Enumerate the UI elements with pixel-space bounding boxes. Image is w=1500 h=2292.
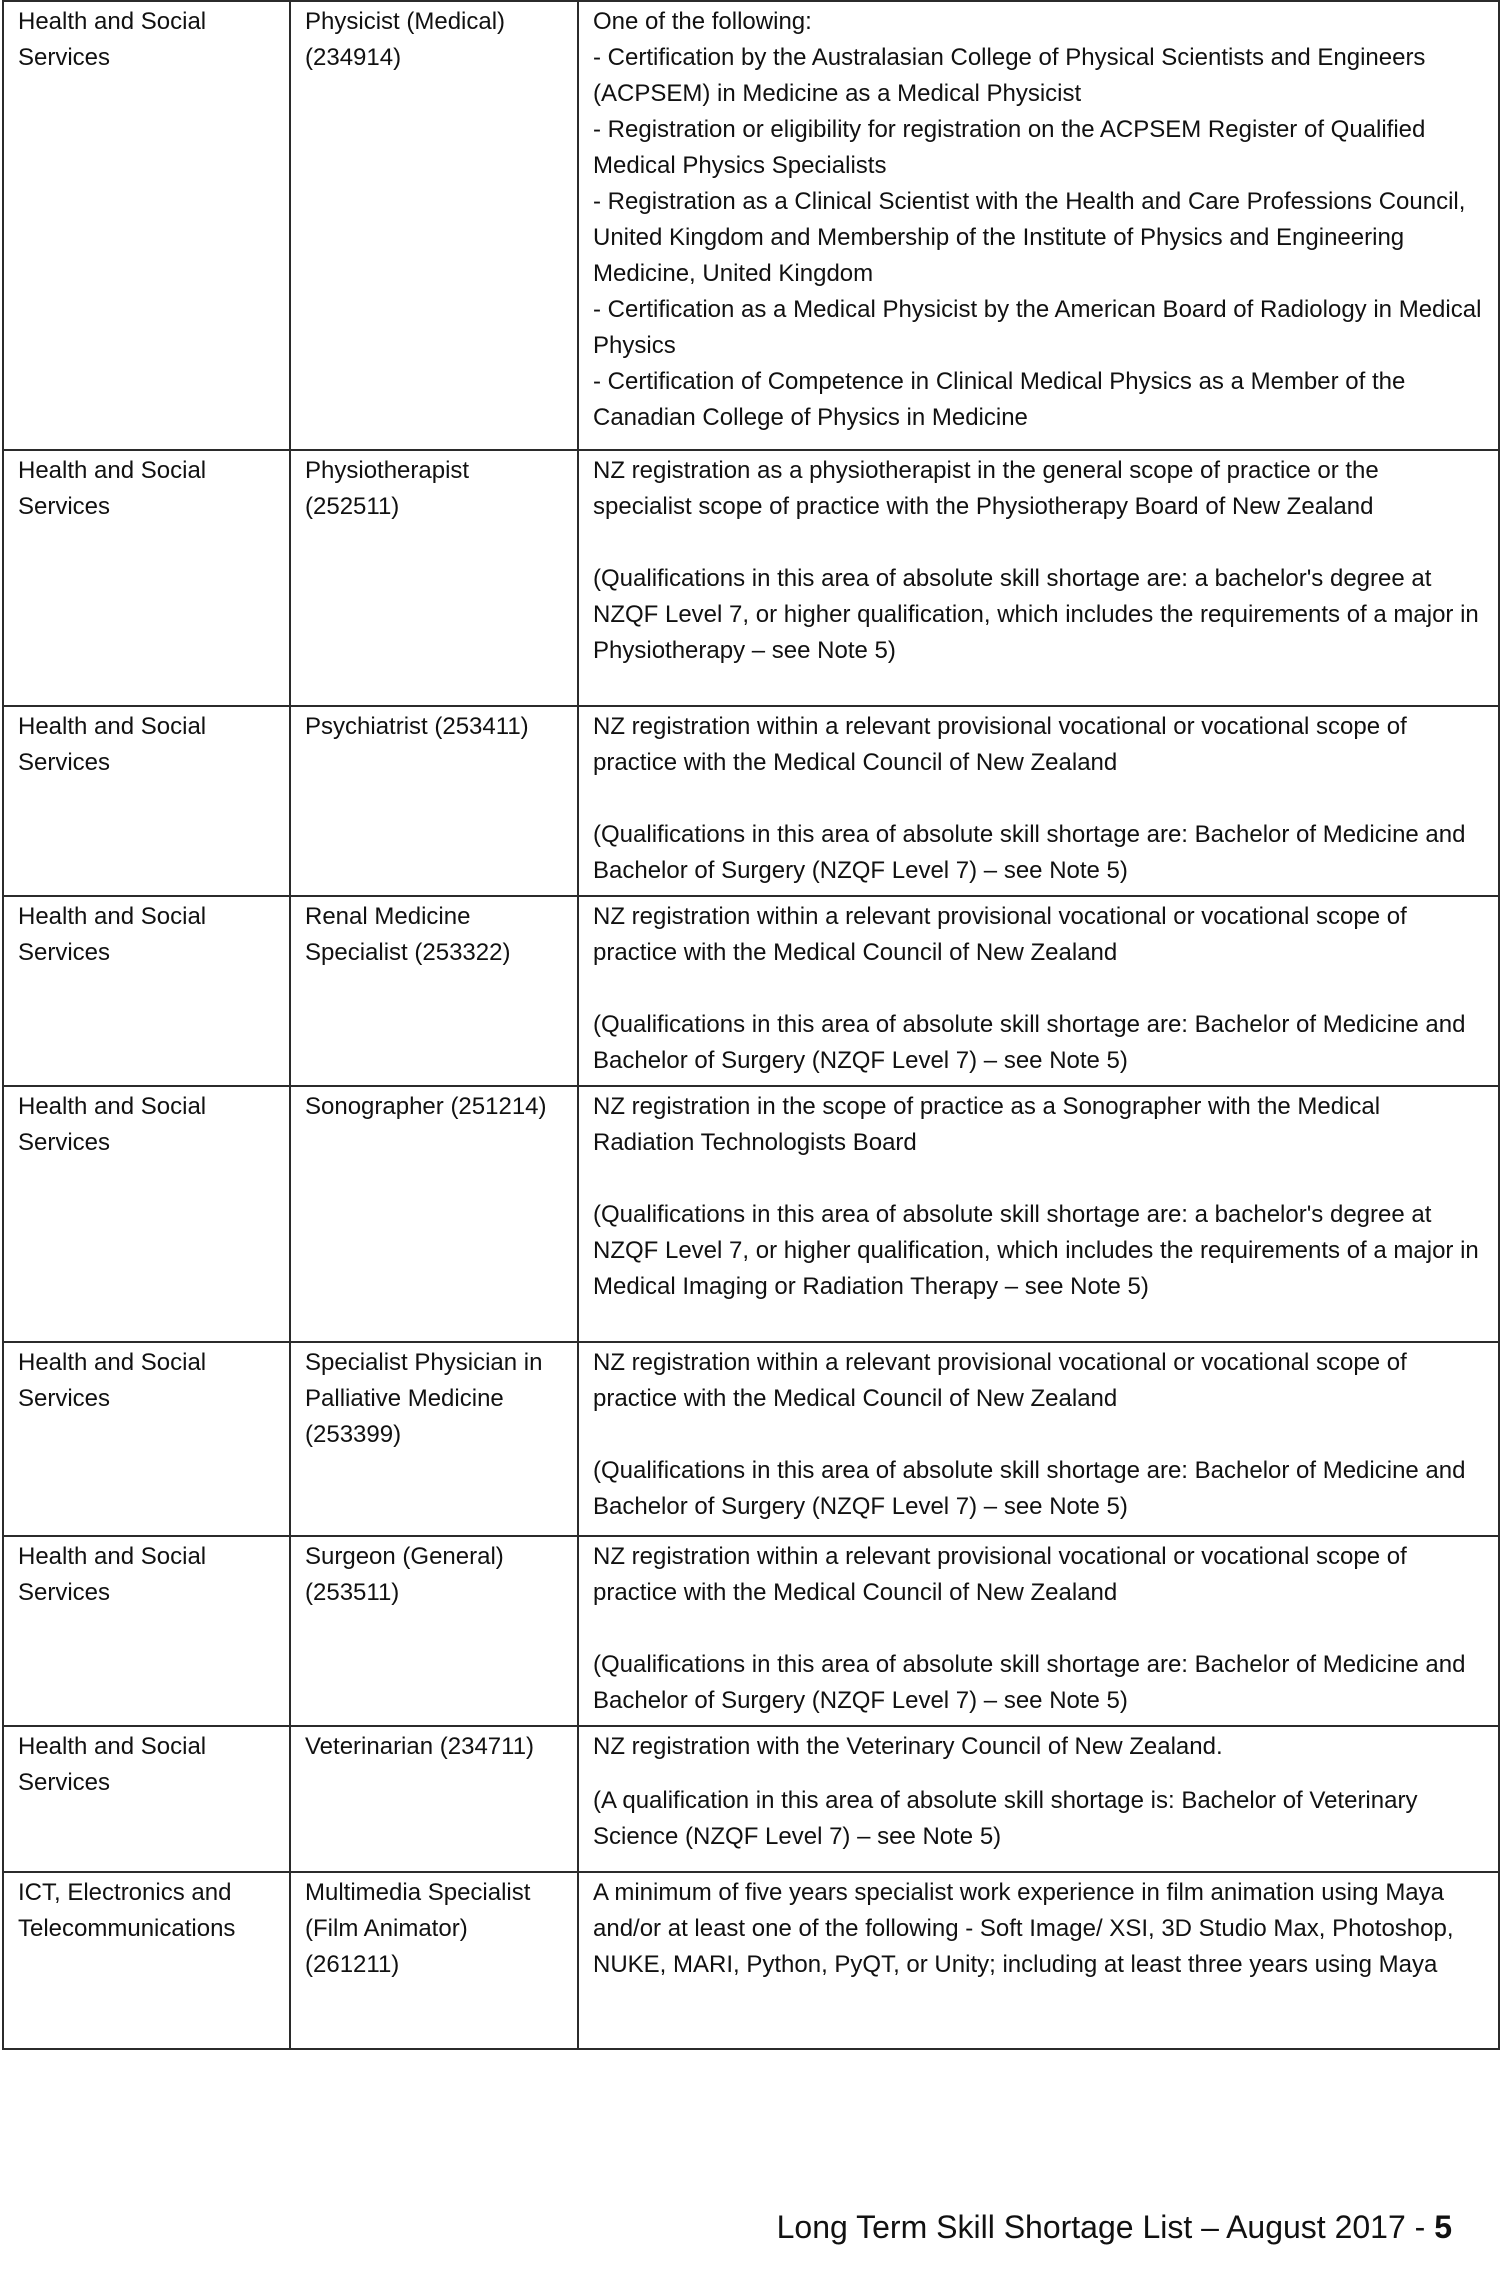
requirement-item: - Certification of Competence in Clinical Medical Physics as a Member of the Canadian College of Physics in Medicine xyxy=(593,368,1406,431)
occupation-cell: Psychiatrist (253411) xyxy=(290,706,578,896)
table-row xyxy=(3,1086,1499,1342)
registration-requirement: NZ registration with the Veterinary Council of New Zealand. xyxy=(593,1733,1223,1760)
sector-cell: Health and Social Services xyxy=(3,1342,290,1536)
qualification-note: (Qualifications in this area of absolute skill shortage are: a bachelor's degree at NZQF Level 7, or higher qualification, which includes the requirements of a major in Physiotherapy – see Note 5) xyxy=(593,565,1479,664)
requirement-item: - Registration as a Clinical Scientist with the Health and Care Professions Council, United Kingdom and Membership of the Institute of Physics and Engineering Medicine, United Kingdom xyxy=(593,188,1466,287)
requirement-item: - Certification as a Medical Physicist by the American Board of Radiology in Medical Physics xyxy=(593,296,1482,359)
registration-requirement: NZ registration as a physiotherapist in the general scope of practice or the specialist scope of practice with the Physiotherapy Board of New Zealand xyxy=(593,457,1379,520)
sector-cell: Health and Social Services xyxy=(3,1536,290,1726)
registration-requirement: NZ registration within a relevant provisional vocational or vocational scope of practice with the Medical Council of New Zealand xyxy=(593,1543,1407,1606)
requirements-cell xyxy=(578,1,1499,450)
occupation-cell: Physicist (Medical) (234914) xyxy=(290,1,578,450)
requirement-item: - Registration or eligibility for registration on the ACPSEM Register of Qualified Medical Physics Specialists xyxy=(593,116,1426,179)
requirements-cell xyxy=(578,1726,1499,1872)
table-row xyxy=(3,1342,1499,1536)
table-row xyxy=(3,706,1499,896)
sector-cell: Health and Social Services xyxy=(3,450,290,706)
qualification-note: (A qualification in this area of absolute skill shortage is: Bachelor of Veterinary Science (NZQF Level 7) – see Note 5) xyxy=(593,1787,1418,1850)
table-row xyxy=(3,1726,1499,1872)
requirements-cell xyxy=(578,1536,1499,1726)
requirements-cell xyxy=(578,1086,1499,1342)
skill-shortage-table xyxy=(2,0,1500,2050)
sector-cell: Health and Social Services xyxy=(3,1086,290,1342)
qualification-note: (Qualifications in this area of absolute skill shortage are: Bachelor of Medicine and Bachelor of Surgery (NZQF Level 7) – see Note 5) xyxy=(593,821,1466,884)
table-row xyxy=(3,450,1499,706)
page-number: 5 xyxy=(1434,2209,1452,2245)
footer-title: Long Term Skill Shortage List – August 2017 - xyxy=(776,2209,1426,2245)
registration-requirement: NZ registration in the scope of practice as a Sonographer with the Medical Radiation Technologists Board xyxy=(593,1093,1381,1156)
sector-cell: Health and Social Services xyxy=(3,1726,290,1872)
occupation-cell: Renal Medicine Specialist (253322) xyxy=(290,896,578,1086)
qualification-note: (Qualifications in this area of absolute skill shortage are: Bachelor of Medicine and Bachelor of Surgery (NZQF Level 7) – see Note 5) xyxy=(593,1457,1466,1520)
requirements-cell xyxy=(578,1342,1499,1536)
page-footer xyxy=(777,2207,1452,2247)
qualification-note: (Qualifications in this area of absolute skill shortage are: a bachelor's degree at NZQF Level 7, or higher qualification, which includes the requirements of a major in Medical Imaging or Radiation Therapy – see Note 5) xyxy=(593,1201,1479,1300)
sector-cell: Health and Social Services xyxy=(3,1,290,450)
occupation-cell: Physiotherapist (252511) xyxy=(290,450,578,706)
registration-requirement: NZ registration within a relevant provisional vocational or vocational scope of practice with the Medical Council of New Zealand xyxy=(593,713,1407,776)
requirement-intro: One of the following: xyxy=(593,8,812,35)
registration-requirement: A minimum of five years specialist work experience in film animation using Maya and/or at least one of the following - Soft Image/ XSI, 3D Studio Max, Photoshop, NUKE, MARI, Python, PyQT, or Unity; including at least three years using Maya xyxy=(593,1879,1454,1978)
requirement-item: - Certification by the Australasian College of Physical Scientists and Engineers (ACPSEM) in Medicine as a Medical Physicist xyxy=(593,44,1426,107)
table-row xyxy=(3,1872,1499,2049)
requirements-cell xyxy=(578,1872,1499,2049)
requirements-cell xyxy=(578,706,1499,896)
table-row xyxy=(3,1,1499,450)
occupation-cell: Surgeon (General) (253511) xyxy=(290,1536,578,1726)
occupation-cell: Multimedia Specialist (Film Animator) (261211) xyxy=(290,1872,578,2049)
sector-cell: ICT, Electronics and Telecommunications xyxy=(3,1872,290,2049)
qualification-note: (Qualifications in this area of absolute skill shortage are: Bachelor of Medicine and Bachelor of Surgery (NZQF Level 7) – see Note 5) xyxy=(593,1011,1466,1074)
qualification-note: (Qualifications in this area of absolute skill shortage are: Bachelor of Medicine and Bachelor of Surgery (NZQF Level 7) – see Note 5) xyxy=(593,1651,1466,1714)
occupation-cell: Sonographer (251214) xyxy=(290,1086,578,1342)
occupation-cell: Veterinarian (234711) xyxy=(290,1726,578,1872)
sector-cell: Health and Social Services xyxy=(3,896,290,1086)
table-row xyxy=(3,1536,1499,1726)
requirements-cell xyxy=(578,896,1499,1086)
requirements-cell xyxy=(578,450,1499,706)
occupation-cell: Specialist Physician in Palliative Medicine (253399) xyxy=(290,1342,578,1536)
sector-cell: Health and Social Services xyxy=(3,706,290,896)
table-row xyxy=(3,896,1499,1086)
registration-requirement: NZ registration within a relevant provisional vocational or vocational scope of practice with the Medical Council of New Zealand xyxy=(593,903,1407,966)
registration-requirement: NZ registration within a relevant provisional vocational or vocational scope of practice with the Medical Council of New Zealand xyxy=(593,1349,1407,1412)
